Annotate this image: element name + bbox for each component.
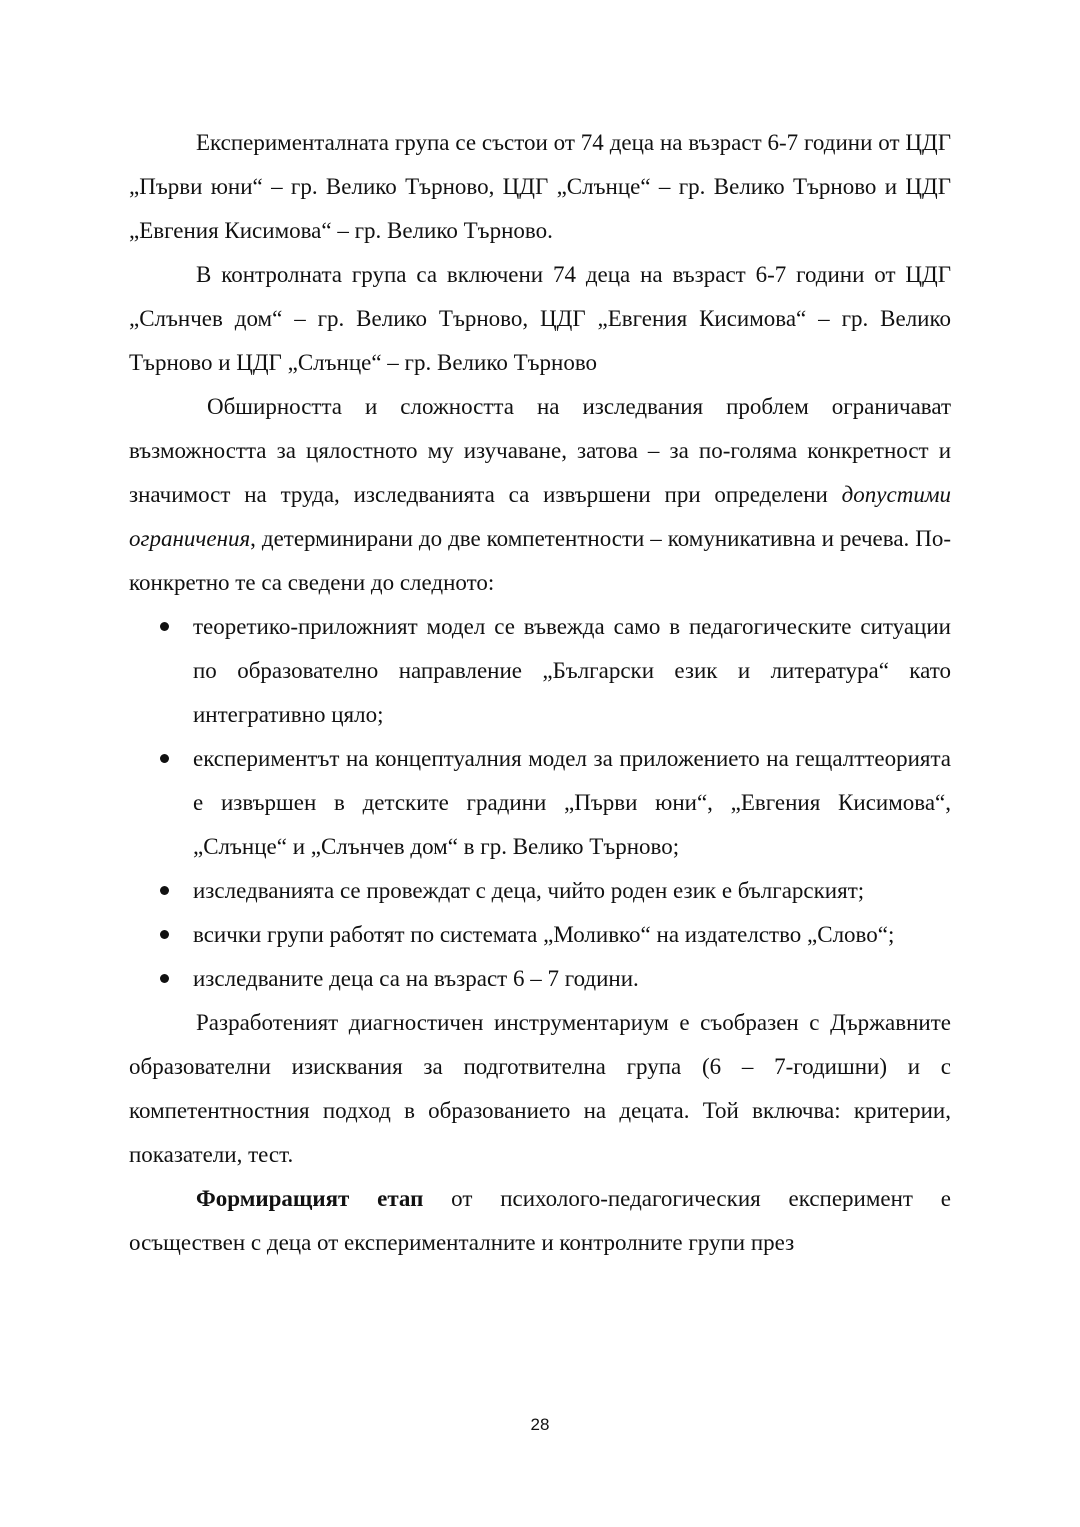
list-item [129,605,951,737]
bullet-icon [160,930,169,939]
limitations-text-end: , детерминирани до две компетентности – комуникативна и речева. По-конкретно те са сведени до следното: [129,526,951,595]
bullet-icon [160,754,169,763]
limitations-text-start: Обширността и сложността на изследвания проблем ограничават възможността за цялостното му изучаване, затова – за по-голяма конкретност и значимост на труда, изследванията са извършени при определени [129,394,951,507]
list-item-text: изследваните деца са на възраст 6 – 7 години. [193,966,639,991]
list-item [129,737,951,869]
limitations-list [129,605,951,1001]
limitations-italic-term: допустими ограничения [129,482,951,551]
page-body [129,121,951,1265]
list-item-text: изследванията се провеждат с деца, чийто роден език е българският; [193,878,865,903]
bullet-icon [160,886,169,895]
list-item [129,869,951,913]
page-number: 28 [530,1415,550,1434]
bullet-icon [160,974,169,983]
list-item [129,913,951,957]
paragraph-limitations [129,385,951,605]
paragraph-control-group: В контролната група са включени 74 деца на възраст 6-7 години от ЦДГ „Слънчев дом“ – гр. Велико Търново, ЦДГ „Евгения Кисимова“ – гр. Велико Търново и ЦДГ „Слънце“ – гр. Велико Търново [129,262,951,375]
formative-stage-text: от психолого-педагогическия експеримент е осъществен с деца от експерименталните и контролните групи през [129,1186,951,1255]
paragraph-experimental-group: Експерименталната група се състои от 74 деца на възраст 6-7 години от ЦДГ „Първи юни“ – гр. Велико Търново, ЦДГ „Слънце“ – гр. Велико Търново и ЦДГ „Евгения Кисимова“ – гр. Велико Търново. [129,130,951,243]
formative-stage-bold-term: Формиращият етап [196,1186,424,1211]
list-item [129,957,951,1001]
list-item-text: експериментът на концептуалния модел за приложението на гещалттеорията е извършен в детските градини „Първи юни“, „Евгения Кисимова“, „Слънце“ и „Слънчев дом“ в гр. Велико Търново; [193,746,951,859]
paragraph-diagnostic-toolkit: Разработеният диагностичен инструментариум е съобразен с Държавните образователни изисквания за подготвителна група (6 – 7-годишни) и с компетентностния подход в образованието на децата. Той включва: критерии, показатели, тест. [129,1010,951,1167]
list-item-text: всички групи работят по системата „Моливко“ на издателство „Слово“; [193,922,895,947]
list-item-text: теоретико-приложният модел се въвежда само в педагогическите ситуации по образователно направление „Български език и литература“ като интегративно цяло; [193,614,951,727]
paragraph-formative-stage [129,1177,951,1265]
bullet-icon [160,622,169,631]
